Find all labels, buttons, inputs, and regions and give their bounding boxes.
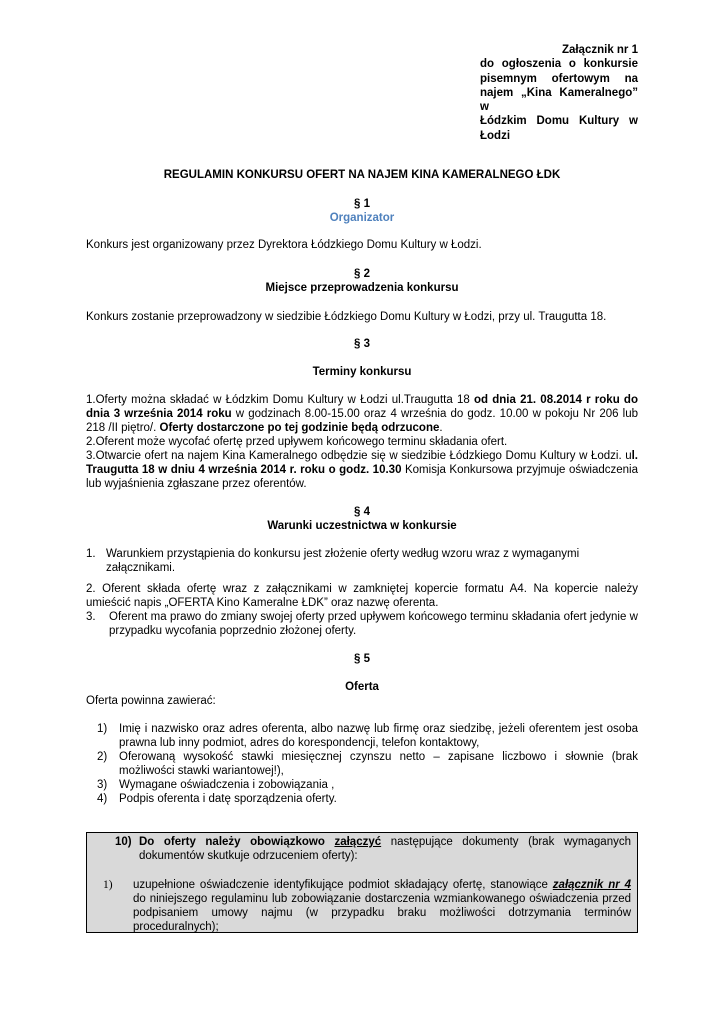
item-text: Oferent ma prawo do zmiany swojej oferty przed upływem końcowego terminu składania ofert jedynie w przypadku wycofania poprzednio złożonej oferty.	[109, 611, 638, 637]
section-1-number: § 1	[354, 198, 370, 210]
box-item-1	[103, 878, 631, 934]
annex-4-reference: załącznik nr 4	[552, 879, 631, 891]
section-4-item-3	[86, 610, 638, 638]
item-text: Wymagane oświadczenia i zobowiązania ,	[119, 779, 335, 791]
item-number: 1)	[97, 723, 108, 735]
document-title: REGULAMIN KONKURSU OFERT NA NAJEM KINA KAMERALNEGO ŁDK	[163, 169, 561, 181]
list-item	[97, 722, 638, 750]
section-1-heading: Organizator	[329, 212, 395, 224]
item-number: 1.	[86, 548, 96, 560]
item-text: Warunkiem przystąpienia do konkursu jest złożenie oferty według wzoru wraz z wymaganymi załącznikami.	[106, 548, 580, 574]
item-text: Imię i nazwisko oraz adres oferenta, albo nazwę lub firmę oraz siedzibę, jeżeli oferentem jest osoba prawna lub inny podmiot, adres do korespondencji, telefon kontaktowy,	[119, 723, 638, 749]
annex-line: w	[480, 101, 489, 114]
item-number: 4)	[97, 793, 108, 805]
section-5-number: § 5	[354, 653, 370, 665]
lead-rest: następujące dokumenty (brak wymaganych dokumentów skutkuje odrzuceniem oferty):	[139, 836, 631, 862]
list-item	[97, 778, 638, 792]
box-lead-text	[139, 835, 631, 863]
section-1-text: Konkurs jest organizowany przez Dyrektora Łódzkiego Domu Kultury w Łodzi.	[86, 239, 482, 251]
section-5-intro: Oferta powinna zawierać:	[86, 695, 216, 707]
section-2-text: Konkurs zostanie przeprowadzony w siedzibie Łódzkiego Domu Kultury w Łodzi, przy ul. Traugutta 18.	[86, 311, 607, 323]
annex-line: Łodzi	[480, 129, 511, 142]
opening-date-bold: l. Traugutta 18 w dniu 4 września 2014 r. roku o godz. 10.30	[86, 450, 638, 476]
section-3-paragraph-3	[86, 449, 638, 491]
section-2-heading: Miejsce przeprowadzenia konkursu	[265, 282, 459, 294]
section-4-number: § 4	[354, 506, 370, 518]
annex-line: Łódzkim Domu Kultury w	[480, 115, 638, 128]
item-number: 1)	[103, 879, 113, 891]
section-5-heading: Oferta	[345, 681, 379, 693]
item-number: 3.	[86, 611, 96, 623]
section-3-heading: Terminy konkursu	[312, 366, 412, 378]
text-run: uzupełnione oświadczenie identyfikujące podmiot składający ofertę, stanowiące	[133, 879, 553, 891]
annex-line: do ogłoszenia o konkursie	[480, 58, 638, 71]
section-3-paragraph-2: 2.Oferent może wycofać ofertę przed upływem końcowego terminu składania ofert.	[86, 436, 508, 448]
item-number: 2)	[97, 751, 108, 763]
box-number: 10)	[115, 836, 132, 848]
section-5-list	[97, 722, 638, 806]
list-item	[97, 792, 638, 806]
section-3-number: § 3	[354, 338, 370, 350]
date-range-bold: od dnia 21. 08.2014 r roku do dnia 3 września 2014 roku	[86, 394, 638, 420]
text-run: 3.Otwarcie ofert na najem Kina Kameralnego odbędzie się w siedzibie Łódzkiego Domu Kultury w Łodzi. u	[86, 450, 632, 462]
section-4-heading: Warunki uczestnictwa w konkursie	[267, 520, 457, 532]
item-text: Oferowaną wysokość stawki miesięcznej czynszu netto – zapisane liczbowo i słownie (brak możliwości stawki wariantowej!),	[119, 751, 638, 777]
list-item	[97, 750, 638, 778]
section-4-item-1	[86, 547, 646, 575]
annex-line: Załącznik nr 1	[561, 44, 638, 56]
annex-header	[480, 43, 638, 143]
section-3-paragraph-1	[86, 393, 638, 435]
item-number: 3)	[97, 779, 108, 791]
text-run: .	[439, 422, 443, 434]
text-run: 1.Oferty można składać w Łódzkim Domu Kultury w Łodzi ul.Traugutta 18	[86, 394, 474, 406]
annex-line: najem „Kina Kameralnego”	[480, 86, 638, 99]
section-2-number: § 2	[354, 268, 370, 280]
item-text: Podpis oferenta i datę sporządzenia oferty.	[119, 793, 337, 805]
lead-bold: Do oferty należy obowiązkowo	[139, 836, 335, 848]
text-run: Komisja Konkursowa przyjmuje oświadczenia lub wyjaśnienia zgłaszane przez oferentów.	[86, 464, 638, 490]
text-run: w godzinach 8.00-15.00 oraz 4 września do godz. 10.00 w pokoju Nr 206 lub 218 /II piętro/.	[86, 408, 638, 434]
section-4-item-2: 2. Oferent składa ofertę wraz z załącznikami w zamkniętej kopercie formatu A4. Na kopercie należy umieścić napis „OFERTA Kino Kameralne ŁDK” oraz nazwę oferenta.	[86, 583, 638, 609]
text-run: do niniejszego regulaminu lub zobowiązanie dostarczenia wzmiankowanego oświadczenia przed podpisaniem umowy najmu (w przypadku braku możliwości dotrzymania terminów proceduralnych);	[133, 893, 631, 933]
required-documents-box	[86, 832, 638, 933]
box-lead	[115, 835, 631, 863]
annex-line: pisemnym ofertowym na	[480, 72, 638, 85]
item-text	[133, 878, 631, 934]
lead-bold-underlined: załączyć	[334, 836, 382, 848]
rejection-notice-bold: Oferty dostarczone po tej godzinie będą odrzucone	[159, 422, 440, 434]
